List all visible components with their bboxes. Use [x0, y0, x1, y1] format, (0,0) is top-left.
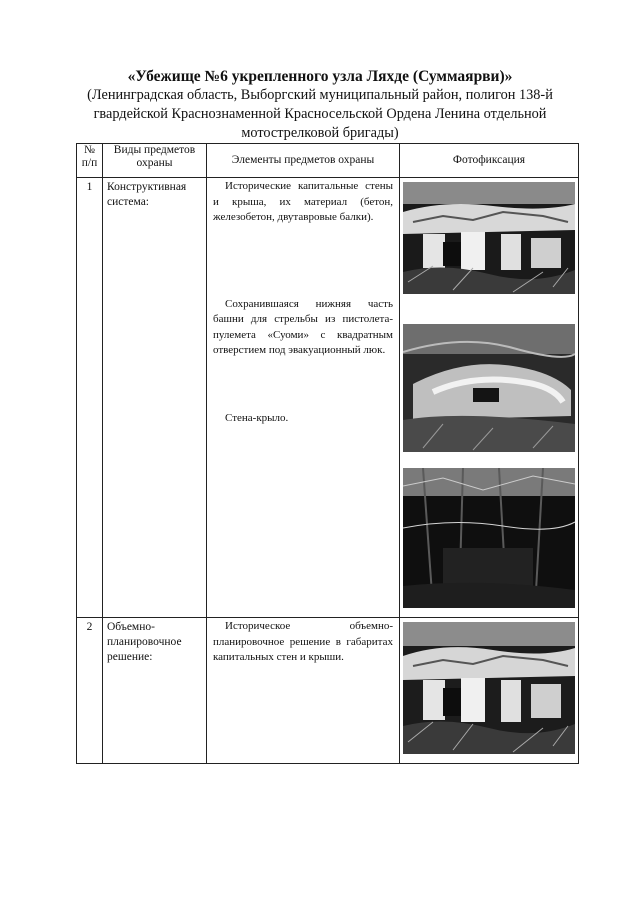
table-header-row: [77, 144, 579, 178]
table-row: [77, 178, 579, 618]
protection-elements: [207, 618, 400, 764]
photo-cell: [400, 618, 579, 764]
element-text: Исторические капитальные стены и крыша, их материал (бетон, железобетон, двутавровые балки).: [213, 180, 393, 223]
bunker-photo: [403, 622, 575, 754]
photo-cell: [400, 178, 579, 618]
header-elements: Элементы предметов охраны: [207, 144, 400, 178]
element-text: Историческое объемно-планировочное решение в габаритах капитальных стен и крыши.: [213, 620, 393, 663]
subtitle-line: гвардейской Краснознаменной Красносельской Ордена Ленина отдельной: [93, 106, 547, 122]
wing-wall-photo: [403, 468, 575, 608]
tower-remains-photo: [403, 324, 575, 452]
document-title: «Убежище №6 укрепленного узла Ляхде (Суммаярви)»: [127, 68, 513, 85]
protection-table: [76, 143, 579, 764]
protection-elements: [207, 178, 400, 618]
protection-type: Объемно-планировочное решение:: [103, 618, 207, 764]
row-number: 1: [77, 178, 103, 618]
element-text: Стена-крыло.: [225, 411, 289, 424]
table-row: [77, 618, 579, 764]
element-text: Сохранившаяся нижняя часть башни для стрельбы из пистолета-пулемета «Суоми» с квадратным отверстием под эвакуационный люк.: [213, 297, 393, 356]
document-subtitle: [0, 86, 640, 143]
header-photo: Фотофиксация: [400, 144, 579, 178]
header-type: Виды предметов охраны: [103, 144, 207, 178]
protection-type: Конструктивная система:: [103, 178, 207, 618]
bunker-photo: [403, 182, 575, 294]
subtitle-line: (Ленинградская область, Выборгский муниципальный район, полигон 138-й: [87, 87, 553, 103]
subtitle-line: мотострелковой бригады): [241, 125, 399, 141]
header-num: № п/п: [77, 144, 103, 178]
row-number: 2: [77, 618, 103, 764]
